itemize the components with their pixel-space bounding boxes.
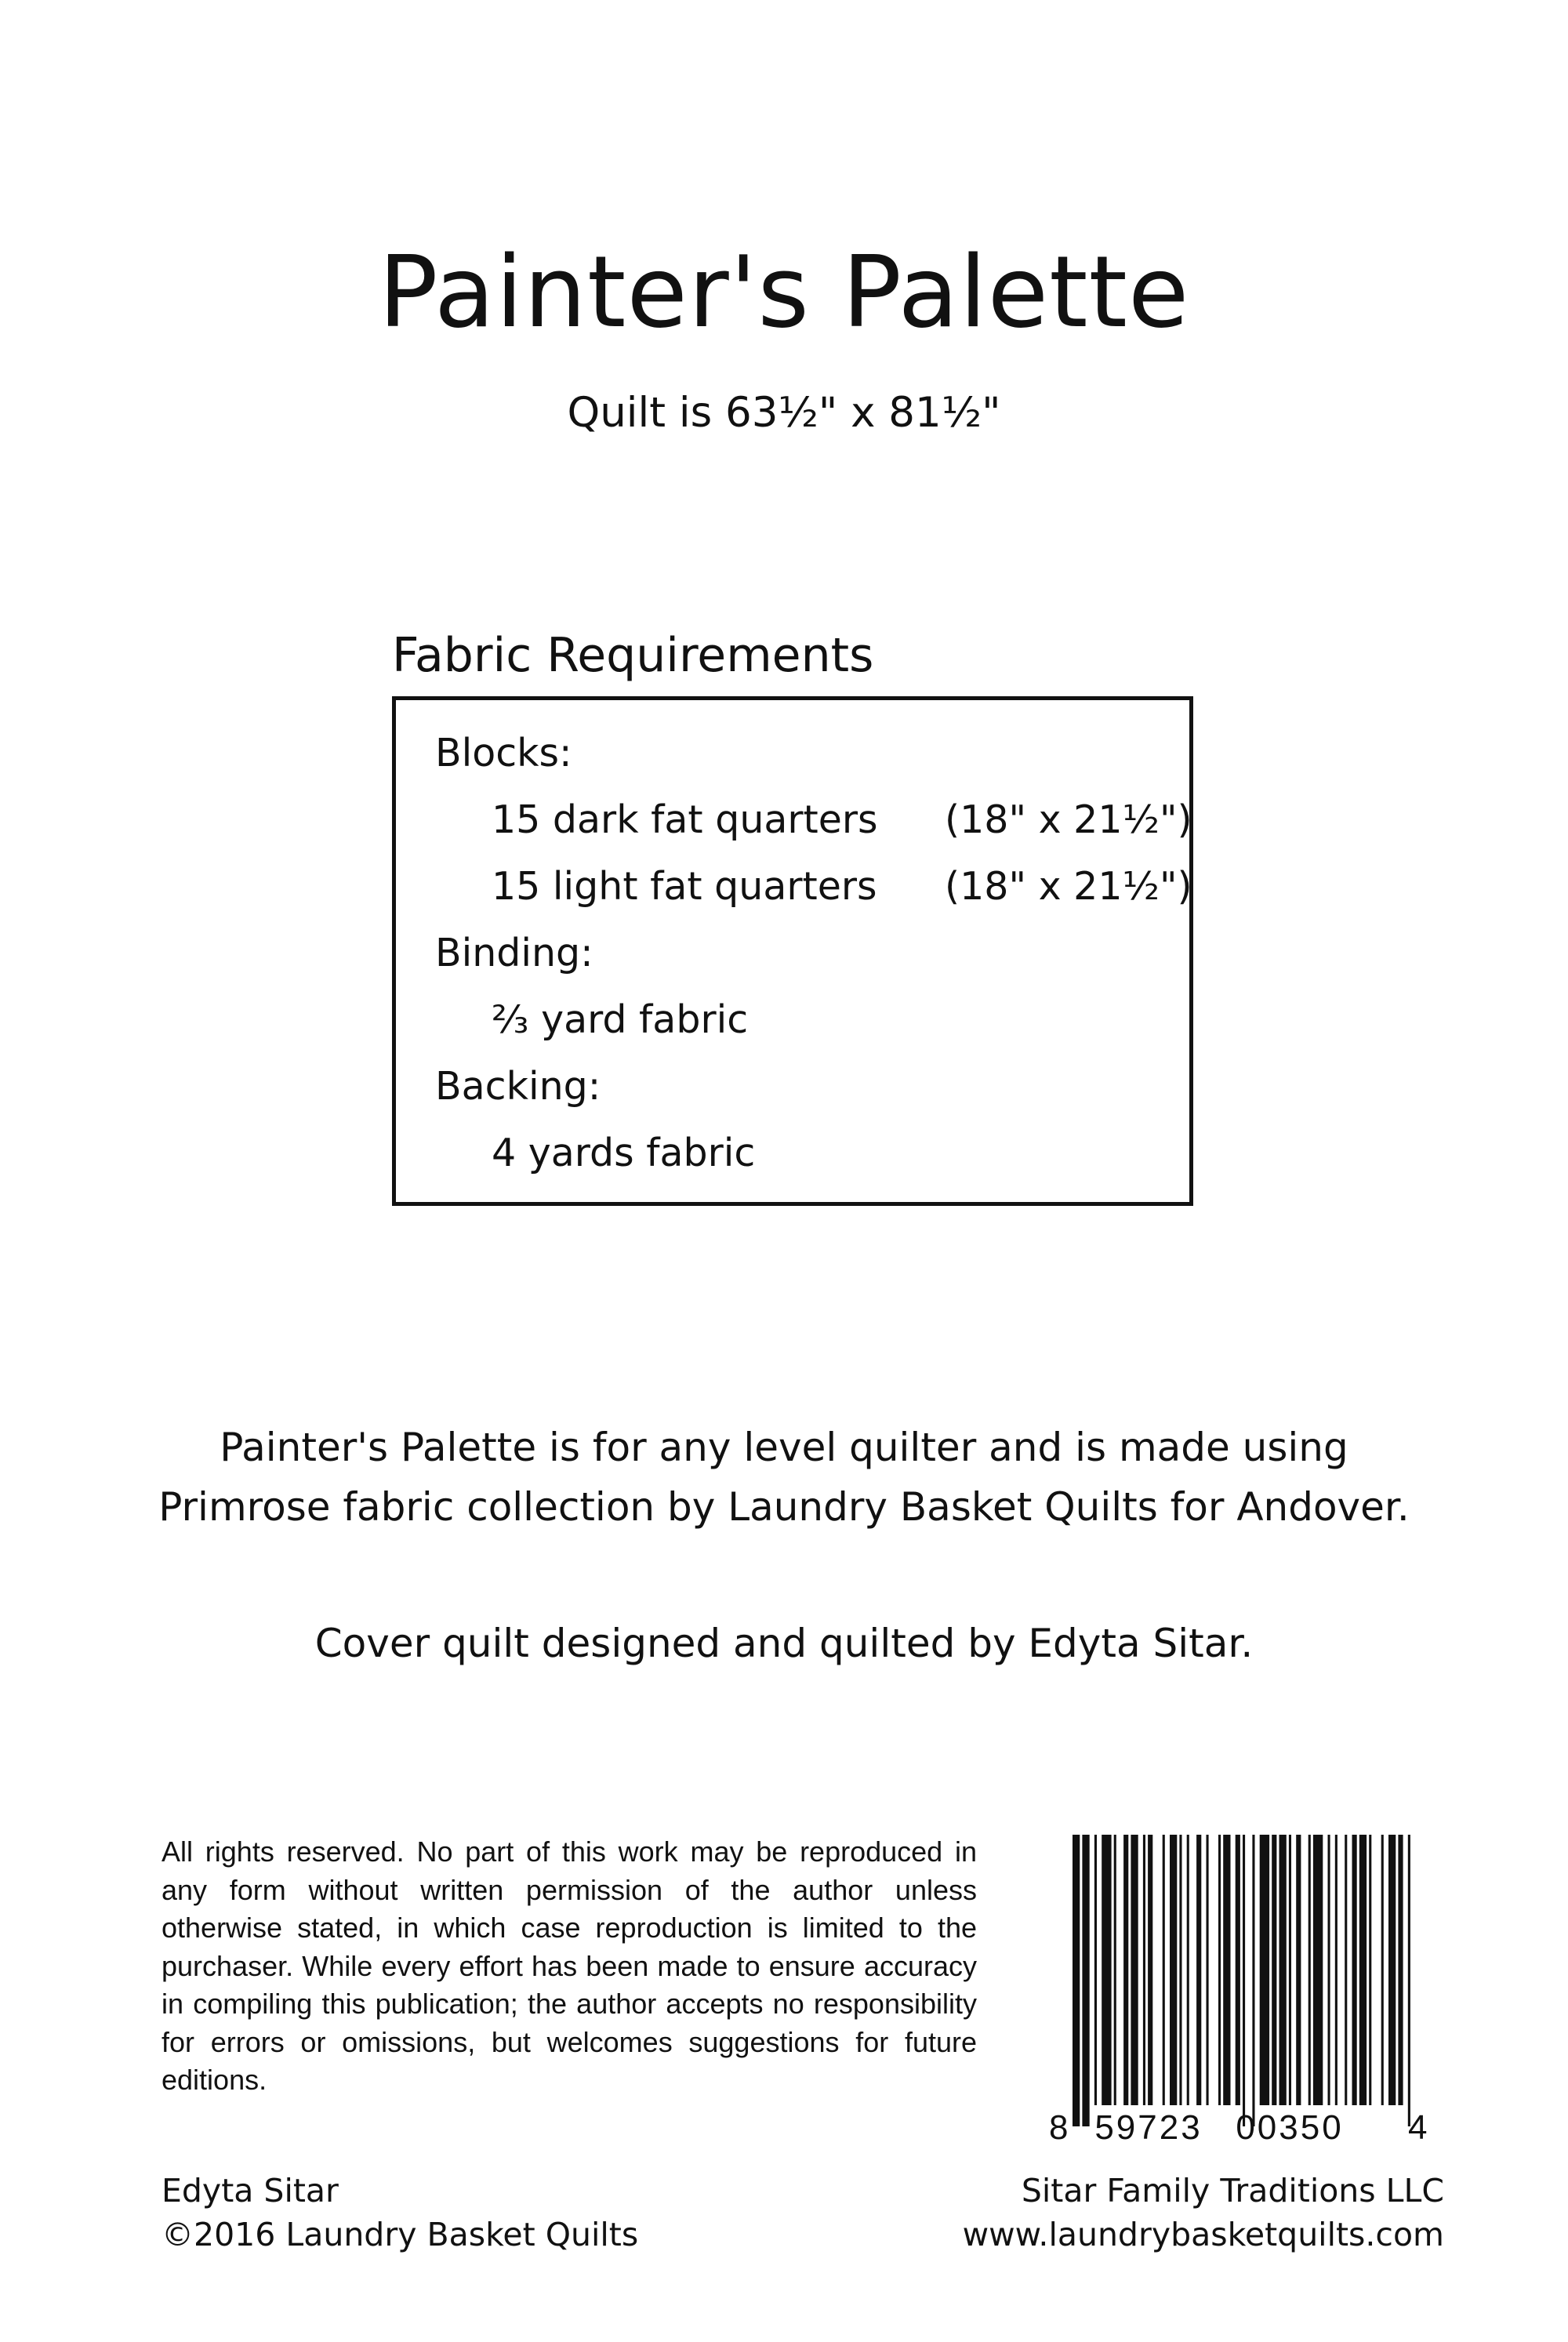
barcode-graphic [1035,1827,1443,2148]
backing-label: Backing: [435,1064,601,1109]
barcode-bar [1408,1835,1410,2126]
barcode-bar [1252,1835,1254,2126]
barcode-bar [1143,1835,1145,2105]
barcode-bar [1328,1835,1330,2105]
barcode-bar [1123,1835,1128,2105]
page-title: Painter's Palette [378,234,1190,350]
blocks-label: Blocks: [435,731,572,775]
quilt-size: Quilt is 63½" x 81½" [567,389,1001,437]
barcode-bar [1335,1835,1338,2105]
barcode-bar [1352,1835,1357,2105]
light-fat-quarters-size: (18" x 21½") [945,864,1192,909]
barcode-bar [1196,1835,1201,2105]
footer-website[interactable]: www.laundrybasketquilts.com [962,2216,1444,2253]
barcode-group-1: 59723 [1094,2108,1203,2147]
cover-credit: Cover quilt designed and quilted by Edyta Sitar. [314,1621,1254,1666]
barcode-bar [1170,1835,1177,2105]
barcode-bar [1163,1835,1165,2105]
barcode-bar [1260,1835,1269,2105]
barcode-check-digit: 4 [1408,2108,1428,2147]
fabric-requirements-heading: Fabric Requirements [392,628,874,683]
footer-publisher-block [963,2169,1444,2257]
description-line-1: Painter's Palette is for any level quilter and is made using [220,1425,1348,1470]
barcode [1035,1827,1443,2148]
barcode-bar [1398,1835,1403,2105]
barcode-bar [1369,1835,1371,2105]
barcode-group-2: 00350 [1236,2108,1344,2147]
barcode-bar [1272,1835,1276,2105]
barcode-bar [1236,1835,1240,2105]
barcode-bar [1289,1835,1291,2105]
binding-label: Binding: [435,931,593,975]
barcode-bar [1308,1835,1311,2105]
barcode-lead-digit: 8 [1049,2108,1069,2147]
barcode-bar [1296,1835,1301,2105]
fabric-requirements-box [392,696,1193,1206]
footer-company: Sitar Family Traditions LLC [1021,2172,1444,2209]
backing-item: 4 yards fabric [492,1131,756,1175]
footer-author-block [162,2169,638,2257]
barcode-bar [1082,1835,1089,2126]
barcode-bar [1114,1835,1116,2105]
copyright-notice: All rights reserved. No part of this work may be reproduced in any form without written permission of the author unless otherwise stated, in which case reproduction is limited to the purchaser. While every effort has been made to ensure accuracy in compiling this publication; the author accepts no responsibility for errors or omissions, but welcomes suggestions for future editions. [162,1835,977,2096]
barcode-bar [1094,1835,1097,2105]
footer-author: Edyta Sitar [162,2172,339,2209]
barcode-bar [1187,1835,1189,2105]
barcode-bar [1179,1835,1181,2105]
barcode-bar [1131,1835,1138,2105]
dark-fat-quarters-size: (18" x 21½") [945,797,1192,842]
barcode-bar [1102,1835,1111,2105]
description-line-2: Primrose fabric collection by Laundry Basket Quilts for Andover. [158,1484,1410,1530]
binding-item: ⅔ yard fabric [492,997,749,1042]
barcode-bar [1223,1835,1230,2105]
barcode-bar [1207,1835,1209,2105]
light-fat-quarters: 15 light fat quarters [492,864,877,909]
barcode-bar [1345,1835,1347,2105]
footer-copyright: ©2016 Laundry Basket Quilts [162,2216,639,2253]
barcode-bar [1148,1835,1152,2105]
barcode-bar [1388,1835,1396,2105]
barcode-bar [1243,1835,1245,2126]
barcode-bar [1381,1835,1384,2105]
barcode-bar [1218,1835,1221,2105]
barcode-bar [1359,1835,1367,2105]
barcode-bar [1279,1835,1287,2105]
dark-fat-quarters: 15 dark fat quarters [492,797,878,842]
barcode-bar [1313,1835,1323,2105]
barcode-bar [1073,1835,1080,2126]
